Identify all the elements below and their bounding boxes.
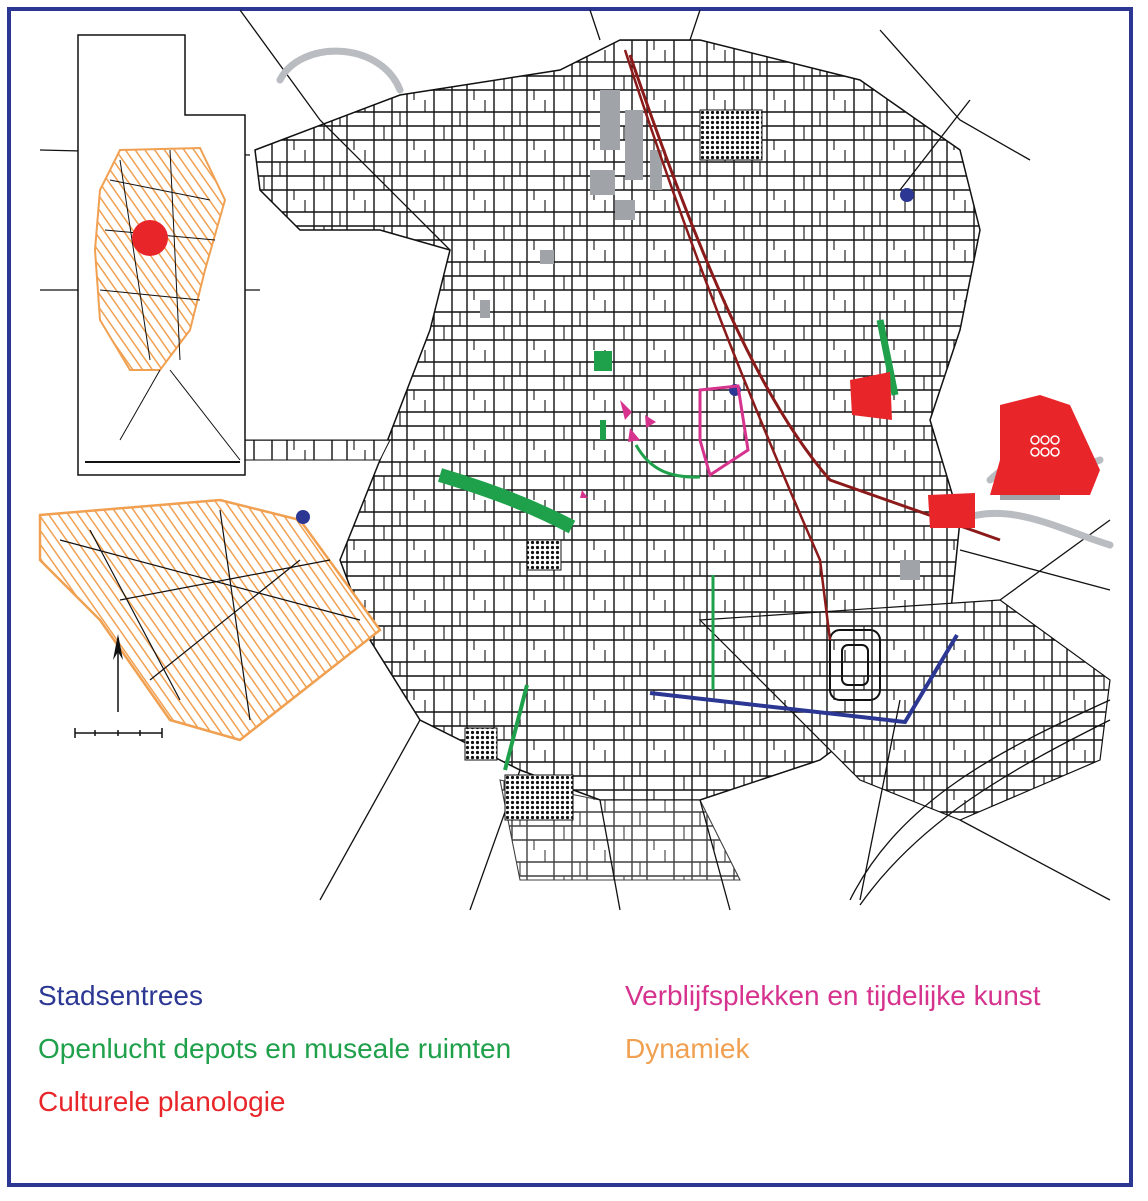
green-square-small[interactable]	[600, 420, 606, 440]
cultural-zone-south[interactable]	[928, 493, 975, 528]
sports-fields-south	[505, 775, 573, 820]
legend-verblijf: Verblijfsplekken en tijdelijke kunst	[625, 980, 1041, 1011]
green-square-centre[interactable]	[594, 351, 612, 371]
city-entrance-west[interactable]	[296, 510, 310, 524]
inset-map	[78, 35, 245, 475]
legend-dynamiek: Dynamiek	[625, 1033, 750, 1064]
legend-openlucht: Openlucht depots en museale ruimten	[38, 1033, 512, 1064]
cultural-zone-block[interactable]	[850, 372, 892, 420]
legend-stadsentrees: Stadsentrees	[38, 980, 203, 1011]
sports-fields-center	[527, 540, 561, 570]
dynamiek-area[interactable]	[40, 500, 380, 740]
map-legend	[0, 960, 1148, 1160]
inset-centre-marker	[132, 220, 168, 256]
cultural-zone-east[interactable]	[990, 395, 1100, 495]
scale-bar-icon	[75, 728, 162, 738]
legend-culturele: Culturele planologie	[38, 1086, 286, 1117]
city-entrance-northeast[interactable]	[900, 188, 914, 202]
sports-fields-north	[700, 110, 762, 160]
sports-fields-west	[465, 728, 497, 760]
